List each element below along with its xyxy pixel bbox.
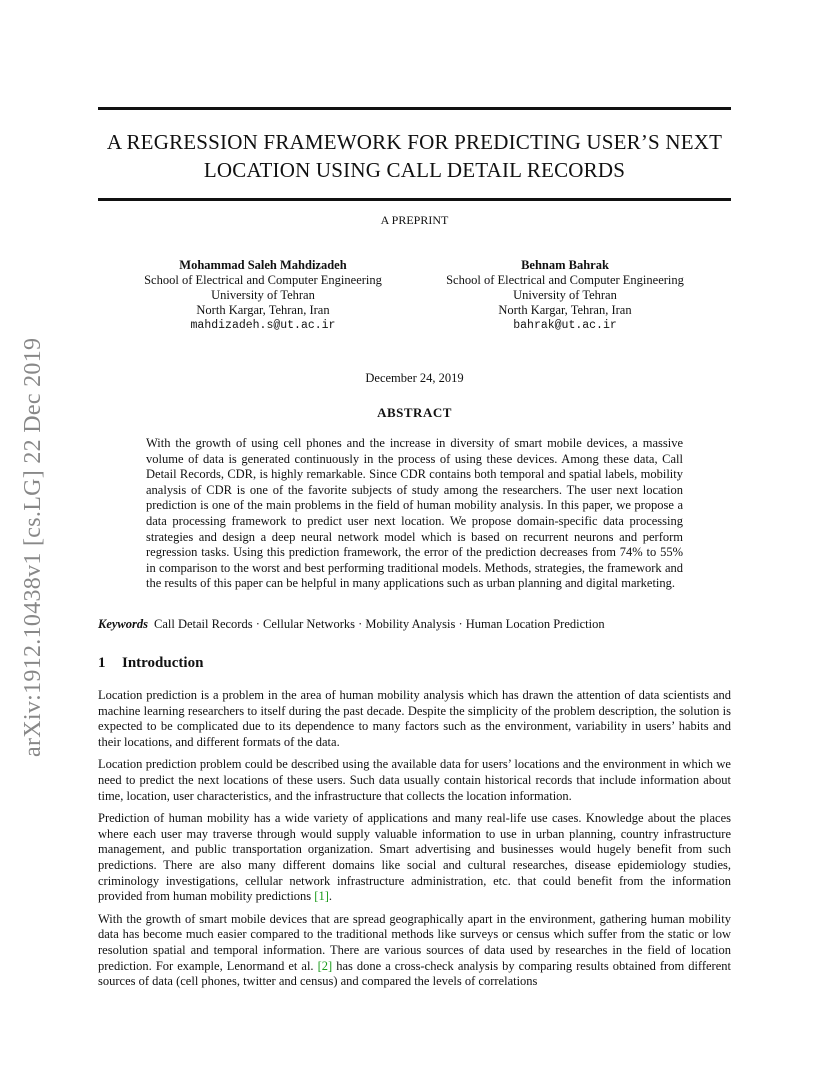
keywords-text: Call Detail Records · Cellular Networks · Mobility Analysis · Human Location Prediction (154, 617, 605, 631)
section-number: 1 (98, 655, 106, 671)
author-block-1 (98, 258, 428, 333)
title-line-2: LOCATION USING CALL DETAIL RECORDS (203, 158, 626, 182)
author-name: Mohammad Saleh Mahdizadeh (179, 258, 347, 272)
abstract-text: With the growth of using cell phones and the increase in diversity of smart mobile devices, a massive volume of data is generated continuously in the process of using these devices. Among these data, Call Detail Records, CDR, is highly remarkable. Since CDR contains both temporal and spatial labels, mobility analysis of CDR is one of the favorite subjects of study among the researchers. The user next location prediction is one of the main problems in the field of human mobility analysis. In this paper, we propose a data processing framework to predict user next location. We propose domain-specific data processing strategies and design a deep neural network model which is based on recurrent neurons and perform regression tasks. Using this prediction framework, the error of the prediction decreases from 74% to 55% in comparison to the worst and best performing traditional models. Methods, strategies, the framework and the results of this paper can be helpful in many applications such as urban planning and digital marketing. (146, 436, 683, 591)
author-university: University of Tehran (513, 288, 617, 302)
section-title: Introduction (122, 655, 204, 671)
author-affiliation: School of Electrical and Computer Engineering (446, 273, 684, 287)
preprint-label: A PREPRINT (380, 213, 449, 227)
paragraph-3-text: Prediction of human mobility has a wide variety of applications and many real-life use cases. Knowledge about the places where each user may traverse through would supply valuable information to use in urban planning, country infrastructure management, and public transportation organization. Smart advertising and businesses would hugely benefit from such predictions. There are also many different domains like social and cultural researches, disease epidemiology studies, criminology investigations, cellular network infrastructure administration, etc. that could benefit from the information provided from human mobility predictions (98, 811, 731, 904)
paragraph-4-text: With the growth of smart mobile devices that are spread geographically apart in the environment, gathering human mobility data has become much easier compared to the traditional methods like surveys or census which suffer from the static or low resolution spatial and temporal information. There are various sources of data used by researches in the field of location prediction. For example, Lenormand et al. (98, 911, 731, 973)
title-line-1: A REGRESSION FRAMEWORK FOR PREDICTING USER’S NEXT (106, 130, 723, 154)
author-address: North Kargar, Tehran, Iran (498, 303, 632, 317)
paragraph-2: Location prediction problem could be described using the available data for users’ locations and the environment in which we need to predict the next locations of these users. Such data usually contain historical records that include information about time, location, user characteristics, and the infrastructure that collects the location information. (98, 757, 731, 803)
paragraph-1: Location prediction is a problem in the area of human mobility analysis which has drawn the attention of data scientists and machine learning researchers to itself during the past decade. Despite the simplicity of the problem description, the solution is expected to be complicated due to its dependence to many factors such as the environment, variability in users’ habits and their locations, and different formats of the data. (98, 688, 731, 749)
paragraph-4-end: has done a cross-check analysis by comparing results obtained from different sources of data (cell phones, twitter and census) and compared the levels of correlations (98, 958, 731, 989)
title-rule-top (98, 107, 731, 110)
paragraph-3-end: . (328, 889, 332, 904)
title-rule-bottom (98, 198, 731, 201)
author-university: University of Tehran (211, 288, 315, 302)
paper-date: December 24, 2019 (365, 371, 464, 385)
body-text (98, 688, 731, 997)
author-email[interactable]: mahdizadeh.s@ut.ac.ir (190, 319, 336, 332)
paragraph-4 (98, 912, 731, 990)
author-email[interactable]: bahrak@ut.ac.ir (513, 319, 617, 332)
paper-title (98, 128, 731, 184)
citation-link[interactable]: [1] (314, 889, 329, 904)
arxiv-stamp: arXiv:1912.10438v1 [cs.LG] 22 Dec 2019 (20, 337, 46, 757)
author-name: Behnam Bahrak (521, 258, 609, 272)
keywords-line (98, 617, 731, 632)
abstract-heading: ABSTRACT (377, 405, 452, 420)
paragraph-3 (98, 811, 731, 905)
author-affiliation: School of Electrical and Computer Engineering (144, 273, 382, 287)
author-address: North Kargar, Tehran, Iran (196, 303, 330, 317)
keywords-label: Keywords (98, 617, 148, 631)
author-block-2 (400, 258, 730, 333)
section-heading (98, 655, 203, 672)
citation-link[interactable]: [2] (317, 958, 333, 973)
